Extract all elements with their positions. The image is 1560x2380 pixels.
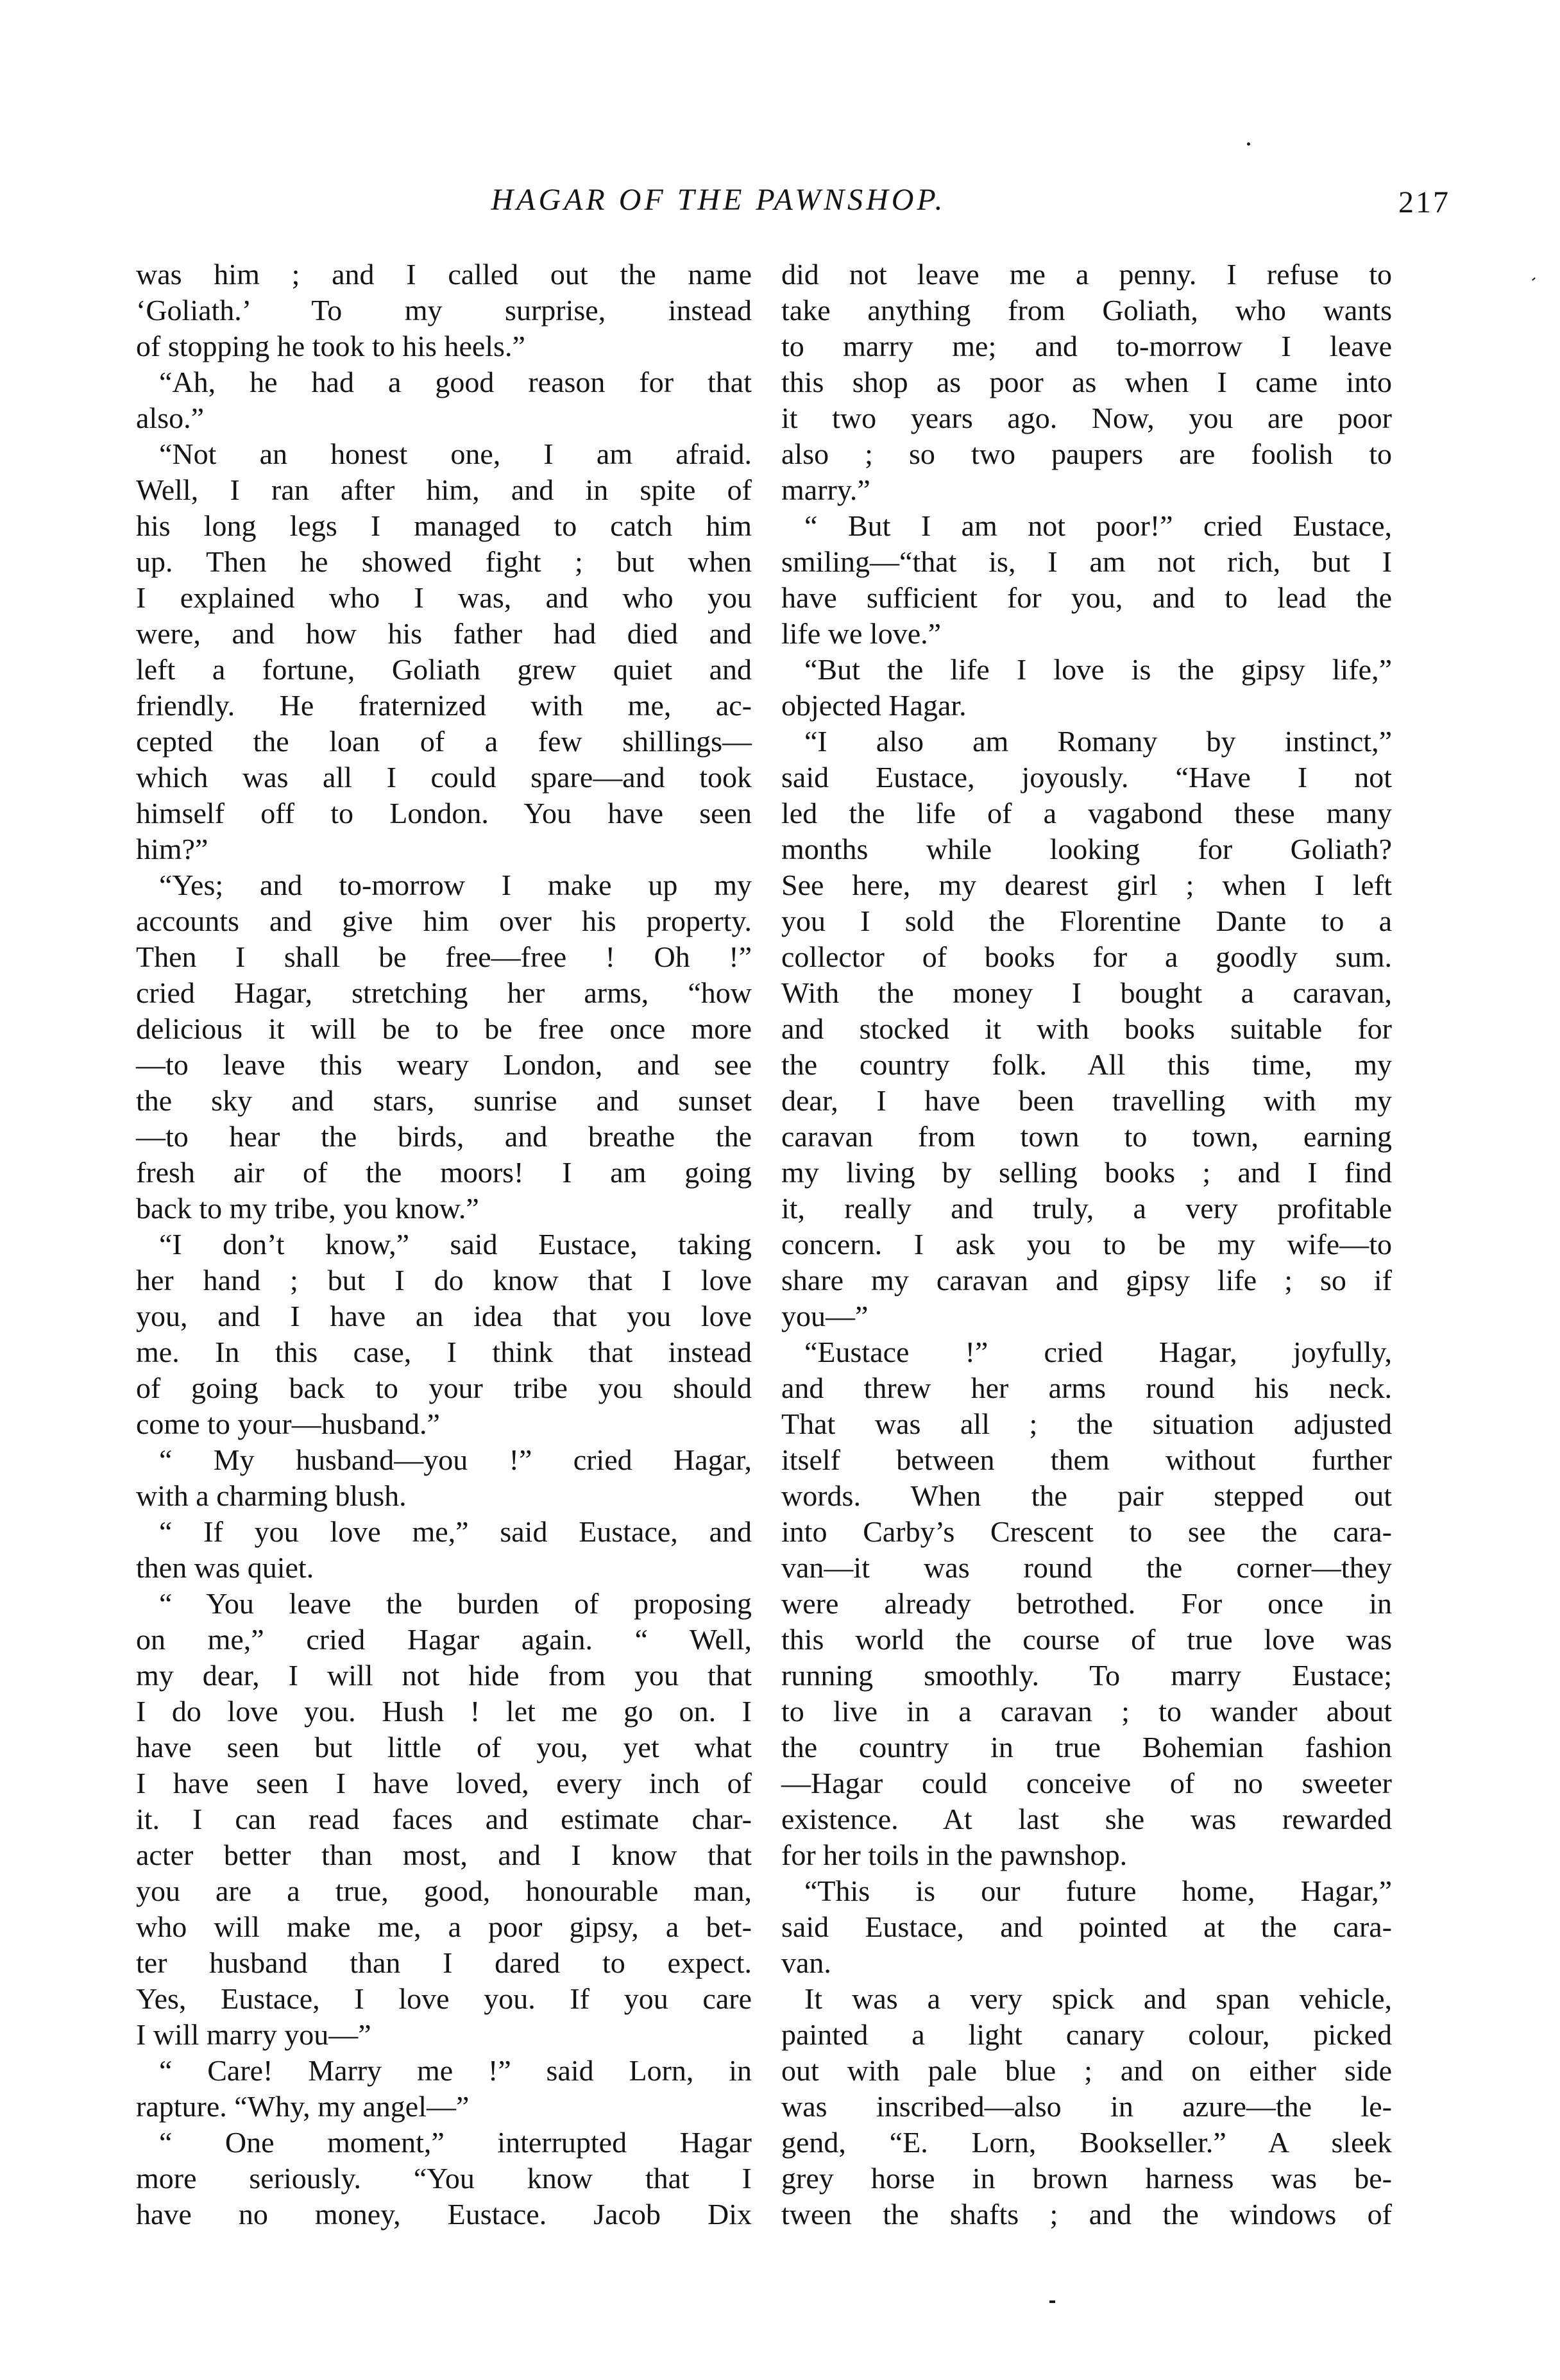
text-line: who will make me, a poor gipsy, a bet- (136, 1910, 752, 1943)
text-line: were, and how his father had died and (136, 617, 752, 650)
text-line: —to leave this weary London, and see (136, 1048, 752, 1081)
text-line: it, really and truly, a very profitable (781, 1192, 1392, 1225)
text-line: ter husband than I dared to expect. (136, 1946, 752, 1979)
text-line: “ If you love me,” said Eustace, and (159, 1515, 752, 1548)
text-line: objected Hagar. (781, 689, 967, 722)
text-line: led the life of a vagabond these many (781, 797, 1392, 829)
text-line: cried Hagar, stretching her arms, “how (136, 976, 752, 1009)
text-line: “ My husband—you !” cried Hagar, (159, 1443, 752, 1476)
text-line: “I also am Romany by instinct,” (804, 725, 1392, 758)
text-line: to live in a caravan ; to wander about (781, 1695, 1392, 1728)
text-line: have seen but little of you, yet what (136, 1731, 752, 1764)
text-line: “Not an honest one, I am afraid. (159, 438, 752, 470)
text-line: life we love.” (781, 617, 942, 650)
text-line: I will marry you—” (136, 2018, 371, 2051)
text-line: were already betrothed. For once in (781, 1587, 1392, 1620)
text-line: “ You leave the burden of proposing (159, 1587, 752, 1620)
text-line: also.” (136, 402, 205, 434)
page-number: 217 (1398, 185, 1450, 219)
text-line: That was all ; the situation adjusted (781, 1407, 1392, 1440)
text-line: tween the shafts ; and the windows of (781, 2198, 1392, 2231)
text-line: more seriously. “You know that I (136, 2162, 752, 2195)
text-line: “Yes; and to-morrow I make up my (159, 869, 752, 901)
text-line: you are a true, good, honourable man, (136, 1874, 752, 1907)
text-line: then was quiet. (136, 1551, 314, 1584)
text-line: her hand ; but I do know that I love (136, 1264, 752, 1296)
text-line: accounts and give him over his property. (136, 905, 752, 937)
text-line: friendly. He fraternized with me, ac- (136, 689, 752, 722)
text-line: also ; so two paupers are foolish to (781, 438, 1392, 470)
text-line: out with pale blue ; and on either side (781, 2054, 1392, 2087)
right-column (781, 257, 1392, 2232)
text-line: left a fortune, Goliath grew quiet and (136, 653, 752, 686)
text-line: him?” (136, 833, 208, 865)
text-line: gend, “E. Lorn, Bookseller.” A sleek (781, 2126, 1392, 2159)
text-line: van. (781, 1946, 831, 1979)
text-line: See here, my dearest girl ; when I left (781, 869, 1392, 901)
text-line: running smoothly. To marry Eustace; (781, 1659, 1392, 1692)
text-line: ‘Goliath.’ To my surprise, instead (136, 294, 752, 327)
text-line: “Ah, he had a good reason for that (159, 366, 752, 398)
text-line: you, and I have an idea that you love (136, 1300, 752, 1332)
speck-mark (1247, 142, 1250, 146)
text-line: it. I can read faces and estimate char- (136, 1803, 752, 1835)
text-line: have no money, Eustace. Jacob Dix (136, 2198, 752, 2231)
text-line: of stopping he took to his heels.” (136, 330, 525, 362)
text-line: take anything from Goliath, who wants (781, 294, 1392, 327)
text-line: smiling—“that is, I am not rich, but I (781, 545, 1392, 578)
text-line: “This is our future home, Hagar,” (804, 1874, 1392, 1907)
text-line: have sufficient for you, and to lead the (781, 581, 1392, 614)
text-line: delicious it will be to be free once more (136, 1012, 752, 1045)
text-line: “But the life I love is the gipsy life,” (804, 653, 1392, 686)
text-line: Well, I ran after him, and in spite of (136, 473, 752, 506)
text-line: “ One moment,” interrupted Hagar (159, 2126, 752, 2159)
text-line: rapture. “Why, my angel—” (136, 2090, 470, 2123)
text-line: I explained who I was, and who you (136, 581, 752, 614)
text-line: van—it was round the corner—they (781, 1551, 1392, 1584)
text-line: my living by selling books ; and I find (781, 1156, 1392, 1189)
text-line: himself off to London. You have seen (136, 797, 752, 829)
text-line: the country folk. All this time, my (781, 1048, 1392, 1081)
text-line: collector of books for a goodly sum. (781, 940, 1392, 973)
text-line: I have seen I have loved, every inch of (136, 1767, 752, 1799)
text-line: Then I shall be free—free ! Oh !” (136, 940, 752, 973)
text-line: said Eustace, and pointed at the cara- (781, 1910, 1392, 1943)
text-line: on me,” cried Hagar again. “ Well, (136, 1623, 752, 1656)
text-line: it two years ago. Now, you are poor (781, 402, 1392, 434)
text-line: you I sold the Florentine Dante to a (781, 905, 1392, 937)
text-line: was inscribed—also in azure—the le- (781, 2090, 1392, 2123)
text-line: cepted the loan of a few shillings— (136, 725, 752, 758)
text-line: concern. I ask you to be my wife—to (781, 1228, 1392, 1261)
text-line: words. When the pair stepped out (781, 1479, 1392, 1512)
text-line: you—” (781, 1300, 869, 1332)
text-line: caravan from town to town, earning (781, 1120, 1392, 1153)
text-line: for her toils in the pawnshop. (781, 1839, 1128, 1871)
text-line: acter better than most, and I know that (136, 1839, 752, 1871)
text-line: existence. At last she was rewarded (781, 1803, 1392, 1835)
text-line: “ But I am not poor!” cried Eustace, (804, 509, 1392, 542)
text-line: of going back to your tribe you should (136, 1372, 752, 1404)
text-line: said Eustace, joyously. “Have I not (781, 761, 1392, 794)
text-line: was him ; and I called out the name (136, 258, 752, 291)
text-line: and threw her arms round his neck. (781, 1372, 1392, 1404)
running-title: HAGAR OF THE PAWNSHOP. (491, 183, 946, 217)
text-line: marry.” (781, 473, 870, 506)
text-line: and stocked it with books suitable for (781, 1012, 1392, 1045)
text-line: months while looking for Goliath? (781, 833, 1392, 865)
text-line: painted a light canary colour, picked (781, 2018, 1392, 2051)
text-line: —Hagar could conceive of no sweeter (781, 1767, 1392, 1799)
text-line: “ Care! Marry me !” said Lorn, in (159, 2054, 752, 2087)
text-line: with a charming blush. (136, 1479, 407, 1512)
text-line: this world the course of true love was (781, 1623, 1392, 1656)
text-line: grey horse in brown harness was be- (781, 2162, 1392, 2195)
text-line: I do love you. Hush ! let me go on. I (136, 1695, 752, 1728)
text-line: back to my tribe, you know.” (136, 1192, 479, 1225)
text-line: itself between them without further (781, 1443, 1392, 1476)
text-line: It was a very spick and span vehicle, (804, 1982, 1392, 2015)
left-column (136, 257, 752, 2232)
text-line: which was all I could spare—and took (136, 761, 752, 794)
text-line: me. In this case, I think that instead (136, 1336, 752, 1368)
text-line: the sky and stars, sunrise and sunset (136, 1084, 752, 1117)
speck-mark (1532, 277, 1536, 280)
text-line: come to your—husband.” (136, 1407, 440, 1440)
text-line: With the money I bought a caravan, (781, 976, 1392, 1009)
text-line: —to hear the birds, and breathe the (136, 1120, 752, 1153)
speck-mark (1049, 2300, 1055, 2303)
text-line: his long legs I managed to catch him (136, 509, 752, 542)
text-line: to marry me; and to-morrow I leave (781, 330, 1392, 362)
text-line: “I don’t know,” said Eustace, taking (159, 1228, 752, 1261)
text-line: this shop as poor as when I came into (781, 366, 1392, 398)
text-line: did not leave me a penny. I refuse to (781, 258, 1392, 291)
text-line: my dear, I will not hide from you that (136, 1659, 752, 1692)
text-line: the country in true Bohemian fashion (781, 1731, 1392, 1764)
text-line: into Carby’s Crescent to see the cara- (781, 1515, 1392, 1548)
text-line: “Eustace !” cried Hagar, joyfully, (804, 1336, 1392, 1368)
text-line: Yes, Eustace, I love you. If you care (136, 1982, 752, 2015)
text-line: fresh air of the moors! I am going (136, 1156, 752, 1189)
text-line: up. Then he showed fight ; but when (136, 545, 752, 578)
text-line: dear, I have been travelling with my (781, 1084, 1392, 1117)
text-line: share my caravan and gipsy life ; so if (781, 1264, 1392, 1296)
